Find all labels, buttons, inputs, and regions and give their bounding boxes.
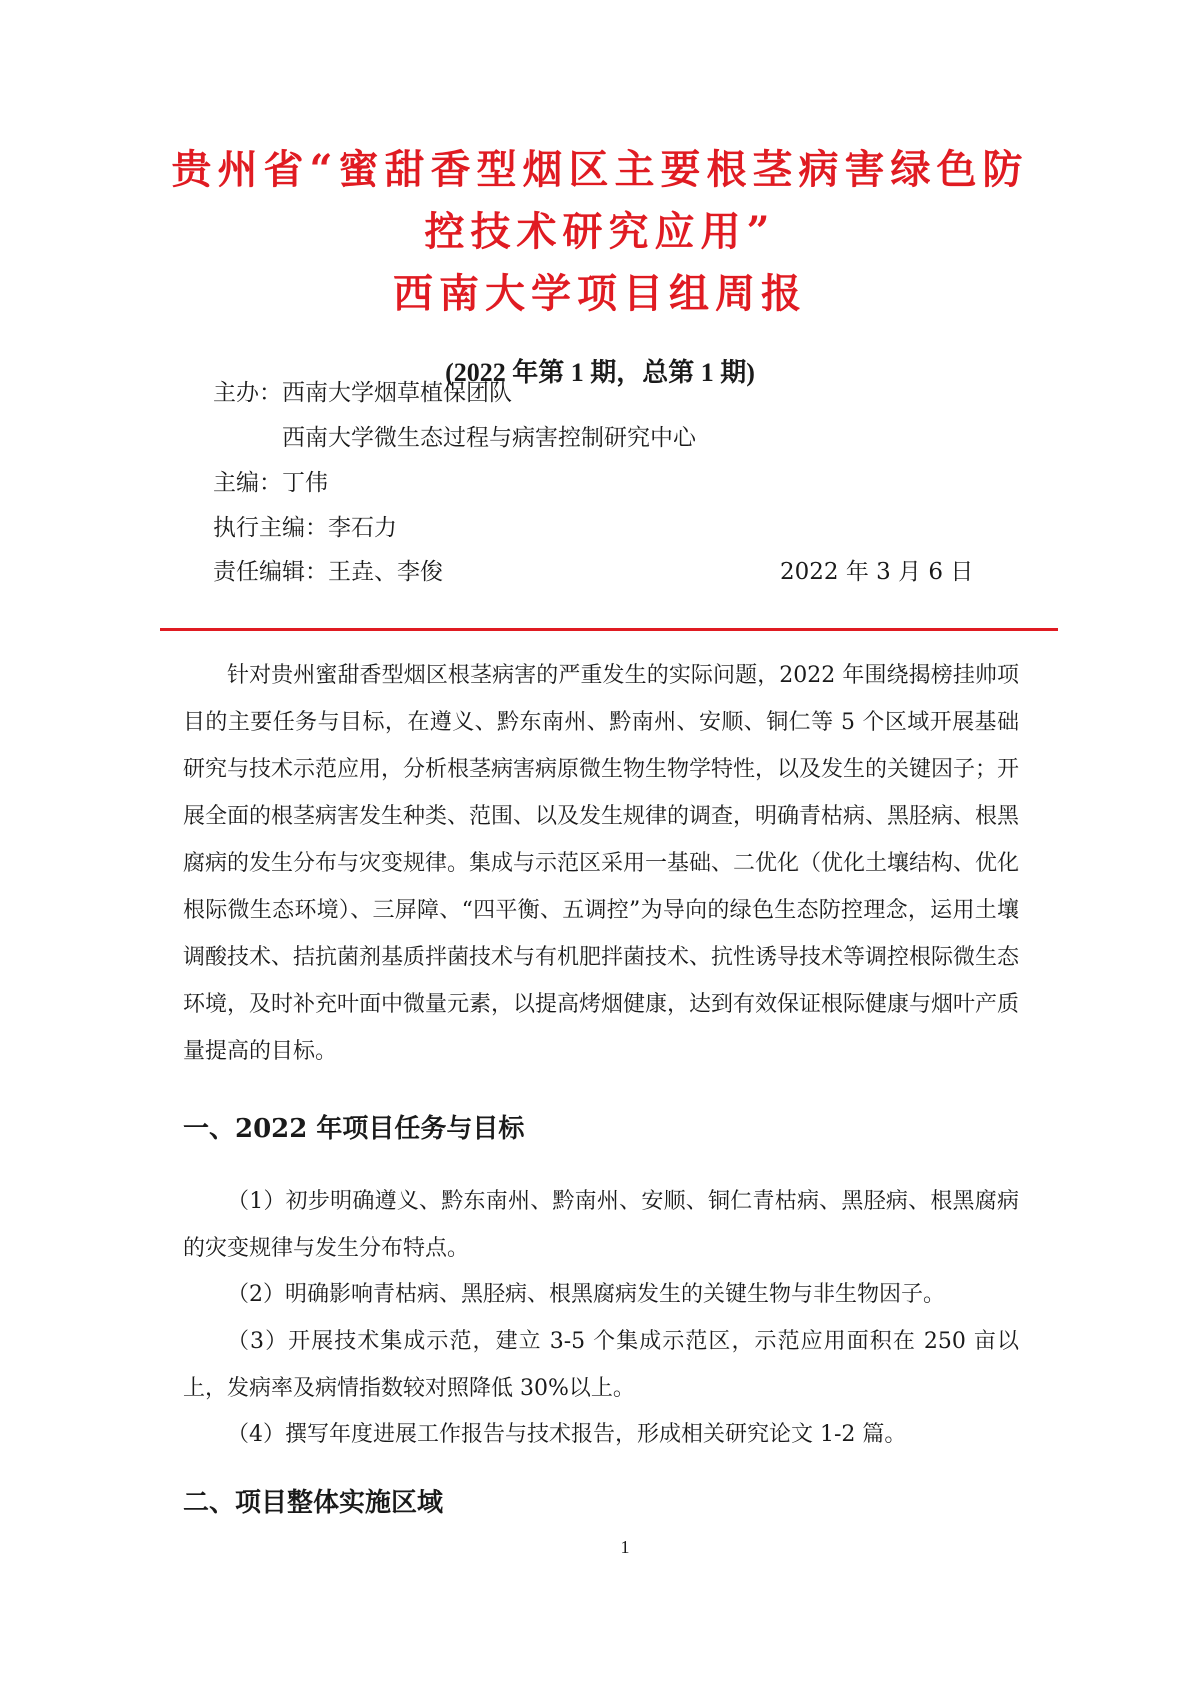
host-label: 主办：	[213, 380, 282, 406]
host-organization-1: 西南大学烟草植保团队	[282, 380, 512, 406]
host-organization-2: 西南大学微生态过程与病害控制研究中心	[282, 425, 696, 451]
title-line-1: 贵州省“蜜甜香型烟区主要根茎病害绿色防	[171, 146, 1029, 193]
section-1-heading: 一、2022 年项目任务与目标	[183, 1114, 525, 1144]
task-item-4: （4）撰写年度进展工作报告与技术报告，形成相关研究论文 1-2 篇。	[227, 1422, 907, 1447]
chief-editor: 主编：丁伟	[213, 470, 328, 496]
responsible-editors: 责任编辑：王垚、李俊	[213, 559, 443, 585]
title-line-2: 控技术研究应用”	[424, 208, 776, 255]
title-line-3: 西南大学项目组周报	[393, 270, 807, 317]
issue-number: (2022 年第 1 期，总第 1 期)	[445, 358, 755, 387]
header-divider	[160, 628, 1058, 631]
task-item-1: （1）初步明确遵义、黔东南州、黔南州、安顺、铜仁青枯病、黑胫病、根黑腐病的灾变规律与发生分布特点。	[183, 1189, 1019, 1261]
task-item-2: （2）明确影响青枯病、黑胫病、根黑腐病发生的关键生物与非生物因子。	[227, 1282, 945, 1307]
executive-editor: 执行主编：李石力	[213, 515, 397, 541]
task-item-3: （3）开展技术集成示范，建立 3-5 个集成示范区，示范应用面积在 250 亩以上，发病率及病情指数较对照降低 30%以上。	[183, 1329, 1019, 1401]
publish-date: 2022 年 3 月 6 日	[780, 559, 974, 585]
page-number: 1	[620, 1537, 630, 1557]
section-2-heading: 二、项目整体实施区域	[183, 1488, 444, 1518]
intro-paragraph: 针对贵州蜜甜香型烟区根茎病害的严重发生的实际问题，2022 年围绕揭榜挂帅项目的主要任务与目标，在遵义、黔东南州、黔南州、安顺、铜仁等 5 个区域开展基础研究与技术示范应用，分析根茎病害病原微生物生物学特性，以及发生的关键因子；开展全面的根茎病害发生种类、范围、以及发生规律的调查，明确青枯病、黑胫病、根黑腐病的发生分布与灾变规律。集成与示范区采用一基础、二优化（优化土壤结构、优化根际微生态环境）、三屏障、“四平衡、五调控”为导向的绿色生态防控理念，运用土壤调酸技术、拮抗菌剂基质拌菌技术与有机肥拌菌技术、抗性诱导技术等调控根际微生态环境，及时补充叶面中微量元素，以提高烤烟健康，达到有效保证根际健康与烟叶产质量提高的目标。	[183, 663, 1020, 1064]
